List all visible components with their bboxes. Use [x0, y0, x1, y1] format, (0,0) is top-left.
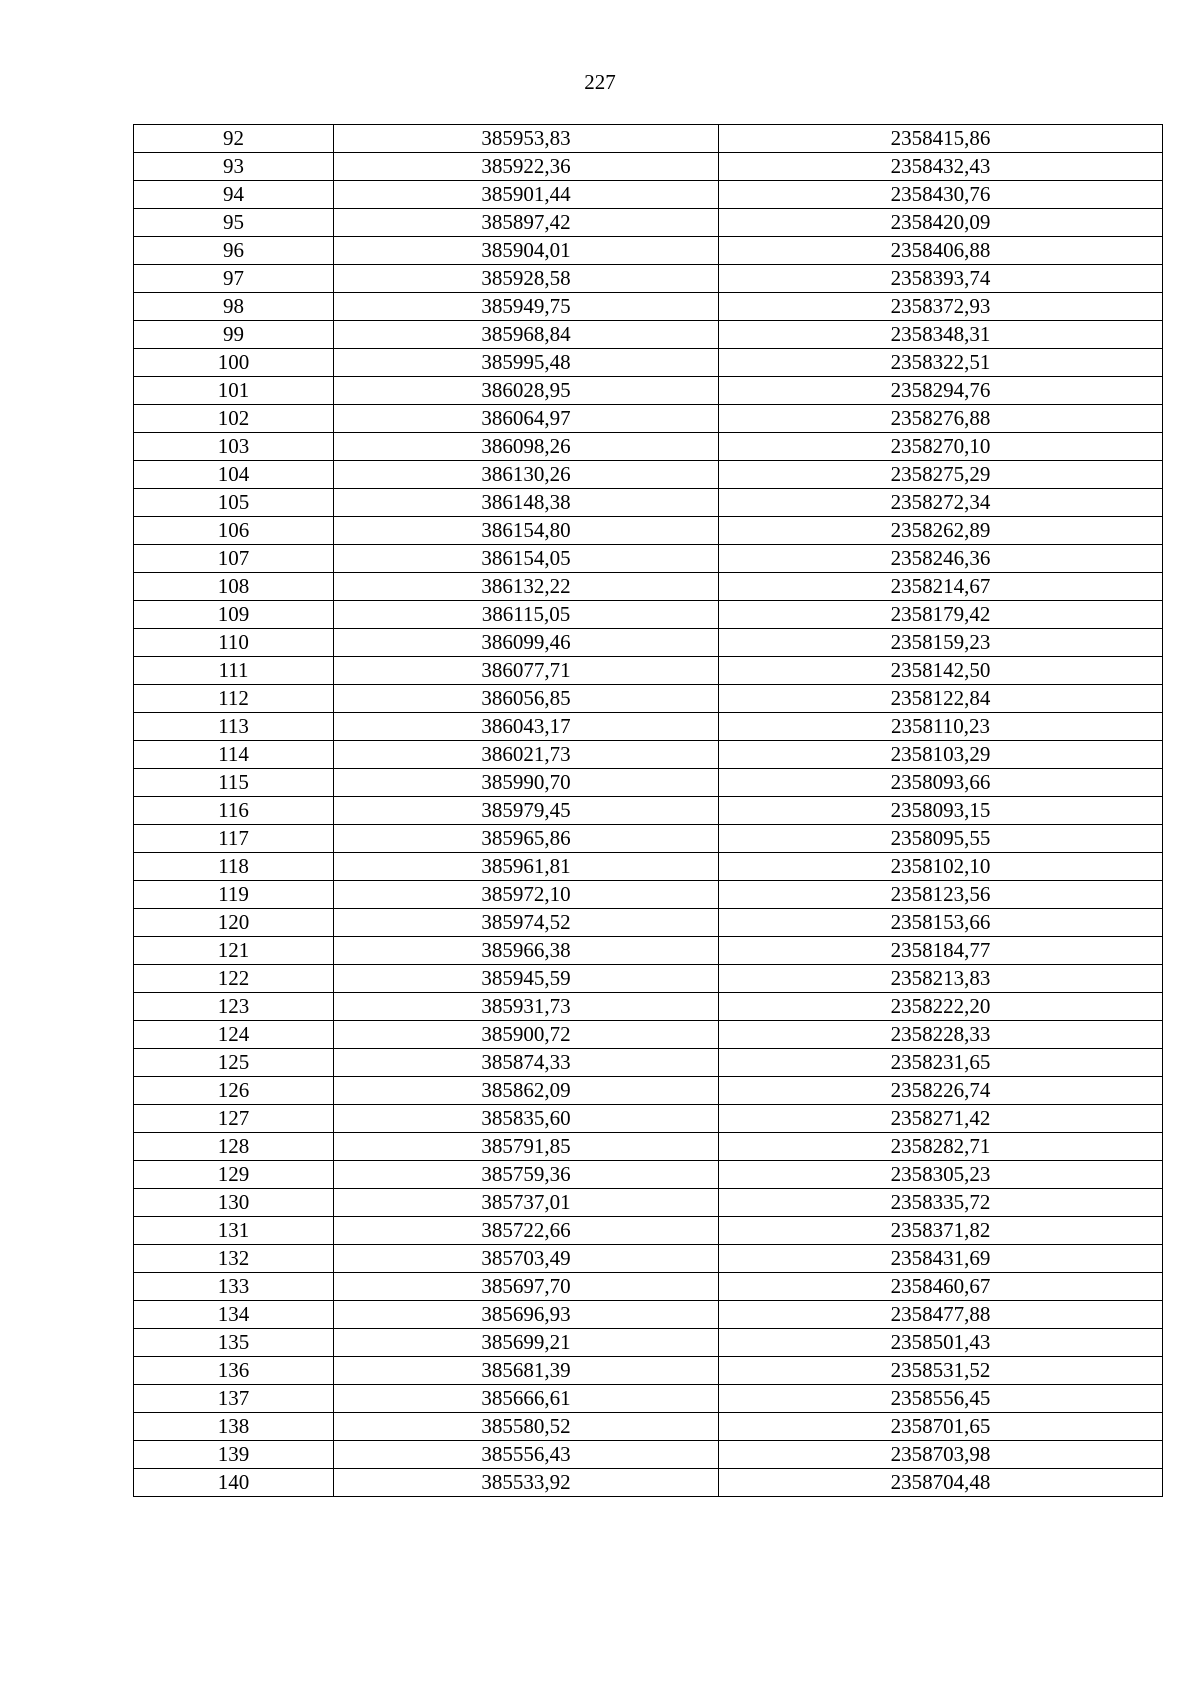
table-row — [134, 265, 1163, 293]
table-row — [134, 1133, 1163, 1161]
x-coordinate-cell: 385697,70 — [334, 1273, 719, 1301]
point-number-cell: 109 — [134, 601, 334, 629]
y-coordinate-cell: 2358272,34 — [719, 489, 1163, 517]
point-number-cell: 115 — [134, 769, 334, 797]
table-row — [134, 601, 1163, 629]
table-row — [134, 321, 1163, 349]
point-number-cell: 108 — [134, 573, 334, 601]
table-row — [134, 377, 1163, 405]
y-coordinate-cell: 2358431,69 — [719, 1245, 1163, 1273]
y-coordinate-cell: 2358228,33 — [719, 1021, 1163, 1049]
point-number-cell: 123 — [134, 993, 334, 1021]
y-coordinate-cell: 2358179,42 — [719, 601, 1163, 629]
x-coordinate-cell: 385931,73 — [334, 993, 719, 1021]
point-number-cell: 102 — [134, 405, 334, 433]
table-row — [134, 1357, 1163, 1385]
y-coordinate-cell: 2358430,76 — [719, 181, 1163, 209]
table-row — [134, 573, 1163, 601]
y-coordinate-cell: 2358305,23 — [719, 1161, 1163, 1189]
coordinates-table-body — [134, 125, 1163, 1497]
x-coordinate-cell: 386130,26 — [334, 461, 719, 489]
point-number-cell: 110 — [134, 629, 334, 657]
y-coordinate-cell: 2358213,83 — [719, 965, 1163, 993]
y-coordinate-cell: 2358184,77 — [719, 937, 1163, 965]
table-row — [134, 461, 1163, 489]
y-coordinate-cell: 2358142,50 — [719, 657, 1163, 685]
y-coordinate-cell: 2358095,55 — [719, 825, 1163, 853]
table-row — [134, 1385, 1163, 1413]
point-number-cell: 125 — [134, 1049, 334, 1077]
table-row — [134, 517, 1163, 545]
y-coordinate-cell: 2358153,66 — [719, 909, 1163, 937]
table-row — [134, 1273, 1163, 1301]
point-number-cell: 101 — [134, 377, 334, 405]
point-number-cell: 138 — [134, 1413, 334, 1441]
y-coordinate-cell: 2358275,29 — [719, 461, 1163, 489]
table-row — [134, 881, 1163, 909]
x-coordinate-cell: 385556,43 — [334, 1441, 719, 1469]
table-row — [134, 713, 1163, 741]
point-number-cell: 121 — [134, 937, 334, 965]
point-number-cell: 92 — [134, 125, 334, 153]
y-coordinate-cell: 2358271,42 — [719, 1105, 1163, 1133]
x-coordinate-cell: 385961,81 — [334, 853, 719, 881]
page-number: 227 — [584, 70, 616, 94]
x-coordinate-cell: 386148,38 — [334, 489, 719, 517]
table-row — [134, 685, 1163, 713]
point-number-cell: 128 — [134, 1133, 334, 1161]
y-coordinate-cell: 2358406,88 — [719, 237, 1163, 265]
table-row — [134, 293, 1163, 321]
x-coordinate-cell: 386115,05 — [334, 601, 719, 629]
table-row — [134, 741, 1163, 769]
x-coordinate-cell: 385533,92 — [334, 1469, 719, 1497]
table-row — [134, 489, 1163, 517]
x-coordinate-cell: 385737,01 — [334, 1189, 719, 1217]
table-row — [134, 1021, 1163, 1049]
point-number-cell: 136 — [134, 1357, 334, 1385]
x-coordinate-cell: 386056,85 — [334, 685, 719, 713]
table-row — [134, 1189, 1163, 1217]
x-coordinate-cell: 385759,36 — [334, 1161, 719, 1189]
x-coordinate-cell: 386098,26 — [334, 433, 719, 461]
y-coordinate-cell: 2358420,09 — [719, 209, 1163, 237]
x-coordinate-cell: 385945,59 — [334, 965, 719, 993]
table-row — [134, 1441, 1163, 1469]
point-number-cell: 139 — [134, 1441, 334, 1469]
y-coordinate-cell: 2358122,84 — [719, 685, 1163, 713]
table-row — [134, 909, 1163, 937]
y-coordinate-cell: 2358372,93 — [719, 293, 1163, 321]
point-number-cell: 103 — [134, 433, 334, 461]
point-number-cell: 140 — [134, 1469, 334, 1497]
x-coordinate-cell: 385979,45 — [334, 797, 719, 825]
point-number-cell: 124 — [134, 1021, 334, 1049]
point-number-cell: 105 — [134, 489, 334, 517]
y-coordinate-cell: 2358093,15 — [719, 797, 1163, 825]
table-row — [134, 181, 1163, 209]
x-coordinate-cell: 385791,85 — [334, 1133, 719, 1161]
table-row — [134, 1077, 1163, 1105]
point-number-cell: 134 — [134, 1301, 334, 1329]
x-coordinate-cell: 386021,73 — [334, 741, 719, 769]
point-number-cell: 117 — [134, 825, 334, 853]
y-coordinate-cell: 2358415,86 — [719, 125, 1163, 153]
point-number-cell: 99 — [134, 321, 334, 349]
point-number-cell: 94 — [134, 181, 334, 209]
x-coordinate-cell: 385949,75 — [334, 293, 719, 321]
point-number-cell: 106 — [134, 517, 334, 545]
table-row — [134, 657, 1163, 685]
y-coordinate-cell: 2358460,67 — [719, 1273, 1163, 1301]
table-row — [134, 1301, 1163, 1329]
x-coordinate-cell: 386043,17 — [334, 713, 719, 741]
y-coordinate-cell: 2358348,31 — [719, 321, 1163, 349]
y-coordinate-cell: 2358231,65 — [719, 1049, 1163, 1077]
x-coordinate-cell: 385968,84 — [334, 321, 719, 349]
point-number-cell: 100 — [134, 349, 334, 377]
table-row — [134, 433, 1163, 461]
x-coordinate-cell: 385972,10 — [334, 881, 719, 909]
y-coordinate-cell: 2358335,72 — [719, 1189, 1163, 1217]
y-coordinate-cell: 2358501,43 — [719, 1329, 1163, 1357]
point-number-cell: 133 — [134, 1273, 334, 1301]
point-number-cell: 97 — [134, 265, 334, 293]
point-number-cell: 96 — [134, 237, 334, 265]
x-coordinate-cell: 385928,58 — [334, 265, 719, 293]
point-number-cell: 118 — [134, 853, 334, 881]
table-row — [134, 545, 1163, 573]
table-row — [134, 797, 1163, 825]
table-row — [134, 993, 1163, 1021]
y-coordinate-cell: 2358701,65 — [719, 1413, 1163, 1441]
point-number-cell: 119 — [134, 881, 334, 909]
x-coordinate-cell: 385696,93 — [334, 1301, 719, 1329]
table-row — [134, 1469, 1163, 1497]
x-coordinate-cell: 385966,38 — [334, 937, 719, 965]
table-row — [134, 153, 1163, 181]
x-coordinate-cell: 386064,97 — [334, 405, 719, 433]
y-coordinate-cell: 2358322,51 — [719, 349, 1163, 377]
x-coordinate-cell: 385862,09 — [334, 1077, 719, 1105]
point-number-cell: 95 — [134, 209, 334, 237]
point-number-cell: 112 — [134, 685, 334, 713]
x-coordinate-cell: 385703,49 — [334, 1245, 719, 1273]
table-row — [134, 1049, 1163, 1077]
x-coordinate-cell: 386154,05 — [334, 545, 719, 573]
point-number-cell: 116 — [134, 797, 334, 825]
table-row — [134, 1105, 1163, 1133]
y-coordinate-cell: 2358704,48 — [719, 1469, 1163, 1497]
x-coordinate-cell: 386077,71 — [334, 657, 719, 685]
x-coordinate-cell: 385995,48 — [334, 349, 719, 377]
x-coordinate-cell: 385666,61 — [334, 1385, 719, 1413]
x-coordinate-cell: 385965,86 — [334, 825, 719, 853]
point-number-cell: 127 — [134, 1105, 334, 1133]
x-coordinate-cell: 385904,01 — [334, 237, 719, 265]
x-coordinate-cell: 386099,46 — [334, 629, 719, 657]
y-coordinate-cell: 2358214,67 — [719, 573, 1163, 601]
point-number-cell: 111 — [134, 657, 334, 685]
y-coordinate-cell: 2358226,74 — [719, 1077, 1163, 1105]
y-coordinate-cell: 2358432,43 — [719, 153, 1163, 181]
y-coordinate-cell: 2358531,52 — [719, 1357, 1163, 1385]
point-number-cell: 135 — [134, 1329, 334, 1357]
y-coordinate-cell: 2358110,23 — [719, 713, 1163, 741]
x-coordinate-cell: 385974,52 — [334, 909, 719, 937]
table-row — [134, 349, 1163, 377]
x-coordinate-cell: 385901,44 — [334, 181, 719, 209]
y-coordinate-cell: 2358123,56 — [719, 881, 1163, 909]
table-row — [134, 209, 1163, 237]
y-coordinate-cell: 2358262,89 — [719, 517, 1163, 545]
y-coordinate-cell: 2358393,74 — [719, 265, 1163, 293]
y-coordinate-cell: 2358246,36 — [719, 545, 1163, 573]
y-coordinate-cell: 2358703,98 — [719, 1441, 1163, 1469]
point-number-cell: 137 — [134, 1385, 334, 1413]
point-number-cell: 126 — [134, 1077, 334, 1105]
y-coordinate-cell: 2358093,66 — [719, 769, 1163, 797]
point-number-cell: 131 — [134, 1217, 334, 1245]
x-coordinate-cell: 385835,60 — [334, 1105, 719, 1133]
table-row — [134, 937, 1163, 965]
x-coordinate-cell: 385580,52 — [334, 1413, 719, 1441]
y-coordinate-cell: 2358276,88 — [719, 405, 1163, 433]
y-coordinate-cell: 2358477,88 — [719, 1301, 1163, 1329]
table-row — [134, 629, 1163, 657]
table-row — [134, 1329, 1163, 1357]
table-row — [134, 1217, 1163, 1245]
point-number-cell: 120 — [134, 909, 334, 937]
x-coordinate-cell: 385681,39 — [334, 1357, 719, 1385]
table-row — [134, 1245, 1163, 1273]
y-coordinate-cell: 2358102,10 — [719, 853, 1163, 881]
x-coordinate-cell: 385953,83 — [334, 125, 719, 153]
x-coordinate-cell: 386028,95 — [334, 377, 719, 405]
table-row — [134, 1413, 1163, 1441]
table-row — [134, 769, 1163, 797]
point-number-cell: 107 — [134, 545, 334, 573]
point-number-cell: 104 — [134, 461, 334, 489]
table-row — [134, 125, 1163, 153]
x-coordinate-cell: 386132,22 — [334, 573, 719, 601]
y-coordinate-cell: 2358294,76 — [719, 377, 1163, 405]
x-coordinate-cell: 385922,36 — [334, 153, 719, 181]
x-coordinate-cell: 385900,72 — [334, 1021, 719, 1049]
coordinates-table — [133, 124, 1163, 1497]
point-number-cell: 122 — [134, 965, 334, 993]
table-row — [134, 853, 1163, 881]
x-coordinate-cell: 385699,21 — [334, 1329, 719, 1357]
x-coordinate-cell: 385897,42 — [334, 209, 719, 237]
y-coordinate-cell: 2358159,23 — [719, 629, 1163, 657]
y-coordinate-cell: 2358282,71 — [719, 1133, 1163, 1161]
point-number-cell: 130 — [134, 1189, 334, 1217]
table-row — [134, 965, 1163, 993]
point-number-cell: 113 — [134, 713, 334, 741]
point-number-cell: 114 — [134, 741, 334, 769]
y-coordinate-cell: 2358222,20 — [719, 993, 1163, 1021]
x-coordinate-cell: 385722,66 — [334, 1217, 719, 1245]
y-coordinate-cell: 2358270,10 — [719, 433, 1163, 461]
y-coordinate-cell: 2358371,82 — [719, 1217, 1163, 1245]
table-row — [134, 237, 1163, 265]
table-row — [134, 1161, 1163, 1189]
x-coordinate-cell: 385874,33 — [334, 1049, 719, 1077]
table-row — [134, 825, 1163, 853]
point-number-cell: 129 — [134, 1161, 334, 1189]
table-row — [134, 405, 1163, 433]
point-number-cell: 93 — [134, 153, 334, 181]
point-number-cell: 132 — [134, 1245, 334, 1273]
x-coordinate-cell: 385990,70 — [334, 769, 719, 797]
point-number-cell: 98 — [134, 293, 334, 321]
x-coordinate-cell: 386154,80 — [334, 517, 719, 545]
y-coordinate-cell: 2358103,29 — [719, 741, 1163, 769]
y-coordinate-cell: 2358556,45 — [719, 1385, 1163, 1413]
